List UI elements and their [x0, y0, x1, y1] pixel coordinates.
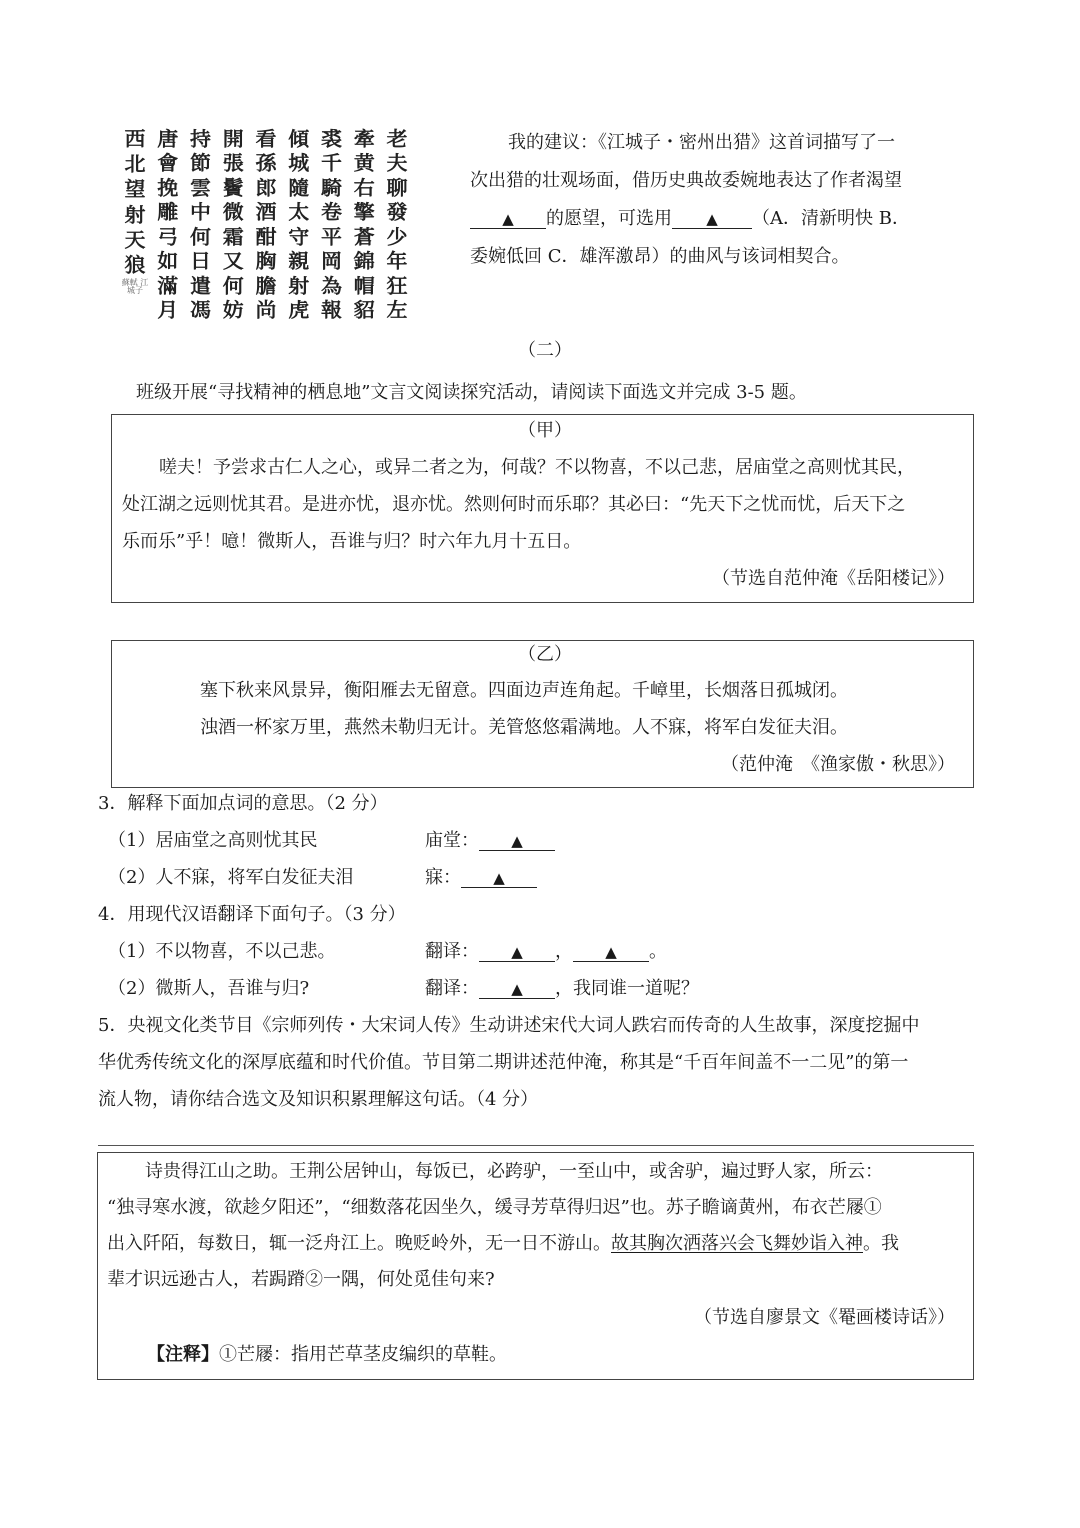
calligraphy-char: 弓 — [157, 224, 179, 248]
calligraphy-char: 酣 — [255, 224, 277, 248]
calligraphy-char: 天 — [124, 227, 146, 251]
answer-blank[interactable]: ▲ — [672, 210, 752, 229]
answer-blank[interactable]: ▲ — [461, 869, 537, 888]
calligraphy-char: 孫 — [255, 151, 277, 175]
q4-answer-1: 翻译： ▲ ， ▲ 。 — [425, 941, 667, 962]
calligraphy-char: 看 — [255, 127, 277, 150]
calligraphy-column — [382, 128, 412, 320]
q3-answer-2: 寐： ▲ — [425, 869, 537, 888]
calligraphy-char: 霜 — [222, 224, 244, 248]
calligraphy-char: 酒 — [255, 200, 277, 224]
calligraphy-column — [284, 128, 314, 320]
passage-bing-line: 出入阡陌，每数日，辄一泛舟江上。晚贬岭外，无一日不游山。故其胸次洒落兴会飞舞妙诣入神。我 — [107, 1233, 899, 1254]
q4-stem: 4．用现代汉语翻译下面句子。（3 分） — [98, 904, 406, 925]
calligraphy-char: 唐 — [157, 127, 179, 150]
calligraphy-char: 馮 — [190, 297, 211, 321]
calligraphy-char: 鬢 — [222, 175, 244, 199]
calligraphy-char: 少 — [386, 224, 408, 248]
calligraphy-column — [251, 128, 281, 320]
suggestion-line-2: 次出猎的壮观场面，借历史典故委婉地表达了作者渴望 — [470, 170, 902, 191]
calligraphy-char: 城 — [288, 151, 310, 175]
calligraphy-char: 狼 — [124, 252, 146, 276]
passage-bing-source: （节选自廖景文《罨画楼诗话》） — [694, 1307, 955, 1328]
q3-answer-1: 庙堂： ▲ — [425, 832, 555, 851]
suggestion-line-1: 我的建议：《江城子・密州出猎》这首词描写了一 — [508, 132, 895, 153]
passage-yi-label: （乙） — [518, 644, 572, 665]
calligraphy-char: 貂 — [353, 297, 375, 321]
answer-blank[interactable]: ▲ — [573, 943, 649, 962]
calligraphy-char: 何 — [190, 224, 211, 248]
calligraphy-char: 尚 — [255, 297, 277, 321]
calligraphy-char: 年 — [386, 249, 408, 273]
q3-stem: 3．解释下面加点词的意思。（2 分） — [98, 793, 388, 814]
calligraphy-char: 射 — [124, 202, 146, 226]
calligraphy-char: 平 — [321, 224, 342, 248]
calligraphy-char: 射 — [288, 273, 310, 297]
passage-jia-label: （甲） — [518, 420, 572, 441]
calligraphy-char: 為 — [321, 273, 342, 297]
answer-blank[interactable]: ▲ — [479, 980, 555, 999]
calligraphy-char: 又 — [222, 249, 244, 273]
calligraphy-char: 會 — [157, 151, 179, 175]
q5-line: 流人物，请你结合选文及知识积累理解这句话。（4 分） — [98, 1089, 539, 1110]
passage-yi-box — [111, 640, 974, 788]
calligraphy-char: 微 — [222, 200, 244, 224]
calligraphy-char: 郎 — [255, 175, 277, 199]
passage-yi-source: （范仲淹 《渔家傲・秋思》） — [721, 754, 955, 775]
calligraphy-char: 中 — [190, 200, 211, 224]
passage-bing-box — [97, 1152, 974, 1380]
calligraphy-char: 親 — [288, 249, 310, 273]
passage-yi-line: 塞下秋来风景异，衡阳雁去无留意。四面边声连角起。千嶂里，长烟落日孤城闭。 — [200, 680, 848, 701]
calligraphy-char: 如 — [157, 249, 179, 273]
passage-jia-line: 乐而乐”乎！噫！微斯人，吾谁与归？时六年九月十五日。 — [122, 531, 582, 552]
q5-line: 5．央视文化类节目《宗师列传・大宋词人传》生动讲述宋代大词人跌宕而传奇的人生故事，深度挖掘中 — [98, 1015, 920, 1036]
passage-bing-line: “独寻寒水渡，欲趁夕阳还”，“细数落花因坐久，缓寻芳草得归迟”也。苏子瞻谪黄州，布衣芒屦① — [107, 1197, 882, 1218]
underlined-sentence: 故其胸次洒落兴会飞舞妙诣入神 — [611, 1233, 863, 1254]
section-heading: （二） — [518, 340, 572, 361]
suggestion-line-3: ▲ 的愿望，可选用 ▲ （A．清新明快 B． — [470, 210, 910, 229]
calligraphy-column — [218, 128, 248, 320]
answer-blank[interactable]: ▲ — [479, 943, 555, 962]
calligraphy-column — [317, 128, 347, 320]
passage-jia-line: 嗟夫！予尝求古仁人之心，或异二者之为，何哉？不以物喜，不以己悲，居庙堂之高则忧其民， — [159, 457, 915, 478]
calligraphy-char: 何 — [222, 273, 244, 297]
calligraphy-char: 岡 — [321, 249, 342, 273]
passage-yi-line: 浊酒一杯家万里，燕然未勒归无计。羌管悠悠霜满地。人不寐，将军白发征夫泪。 — [200, 717, 848, 738]
calligraphy-char: 持 — [190, 127, 211, 150]
calligraphy-char: 胸 — [255, 249, 277, 273]
calligraphy-char: 發 — [386, 200, 408, 224]
suggestion-line-4: 委婉低回 C．雄浑激昂）的曲风与该词相契合。 — [470, 246, 850, 267]
calligraphy-image — [120, 128, 412, 320]
answer-blank[interactable]: ▲ — [479, 832, 555, 851]
calligraphy-column — [349, 128, 379, 320]
passage-bing-line: 辈才识远逊古人，若跼蹐②一隅，何处觅佳句来? — [107, 1269, 495, 1290]
calligraphy-char: 擎 — [353, 200, 375, 224]
calligraphy-char: 雲 — [190, 175, 211, 199]
calligraphy-char: 帽 — [353, 273, 375, 297]
calligraphy-char: 日 — [190, 249, 211, 273]
calligraphy-char: 節 — [190, 151, 211, 175]
calligraphy-column — [153, 128, 183, 320]
calligraphy-char: 張 — [222, 151, 244, 175]
calligraphy-char: 西 — [124, 127, 146, 150]
q4-item-2: （2）微斯人，吾谁与归? — [108, 978, 310, 999]
passage-jia-source: （节选自范仲淹《岳阳楼记》） — [712, 568, 955, 589]
calligraphy-char: 聊 — [386, 175, 408, 199]
calligraphy-char: 報 — [321, 297, 342, 321]
calligraphy-char: 右 — [353, 175, 375, 199]
calligraphy-char: 千 — [321, 151, 342, 175]
calligraphy-char: 左 — [386, 297, 408, 321]
calligraphy-char: 月 — [157, 297, 179, 321]
calligraphy-char: 太 — [288, 200, 310, 224]
passage-jia-box — [111, 414, 974, 603]
divider — [98, 1145, 974, 1146]
passage-jia-line: 处江湖之远则忧其君。是进亦忧，退亦忧。然则何时而乐耶？其必曰：“先天下之忧而忧，后天下之 — [122, 494, 906, 515]
calligraphy-column — [186, 128, 216, 320]
calligraphy-char: 虎 — [288, 297, 310, 321]
calligraphy-char: 隨 — [288, 175, 310, 199]
section-intro: 班级开展“寻找精神的栖息地”文言文阅读探究活动，请阅读下面选文并完成 3-5 题。 — [136, 382, 807, 403]
calligraphy-char: 夫 — [386, 151, 408, 175]
q4-item-1: （1）不以物喜，不以己悲。 — [108, 941, 336, 962]
calligraphy-char: 裘 — [321, 127, 342, 150]
calligraphy-char: 老 — [386, 127, 408, 150]
calligraphy-char: 牽 — [353, 127, 375, 150]
calligraphy-char: 挽 — [157, 175, 179, 199]
calligraphy-char: 卷 — [321, 200, 342, 224]
calligraphy-char: 蒼 — [353, 224, 375, 248]
q4-answer-2: 翻译： ▲ ，我同谁一道呢？ — [425, 978, 699, 999]
answer-blank[interactable]: ▲ — [470, 210, 546, 229]
calligraphy-char: 望 — [124, 177, 146, 201]
calligraphy-char: 騎 — [321, 175, 342, 199]
calligraphy-seal: 蘇軾 江城子 — [121, 278, 149, 296]
q5-line: 华优秀传统文化的深厚底蕴和时代价值。节目第二期讲述范仲淹，称其是“千百年间盖不一二见”的第一 — [98, 1052, 909, 1073]
calligraphy-char: 滿 — [157, 273, 179, 297]
passage-bing-note: 【注释】①芒屦：指用芒草茎皮编织的草鞋。 — [147, 1344, 507, 1365]
calligraphy-char: 妨 — [222, 297, 244, 321]
calligraphy-char: 黄 — [353, 151, 375, 175]
calligraphy-char: 守 — [288, 224, 310, 248]
calligraphy-char: 開 — [222, 127, 244, 150]
passage-bing-line: 诗贵得江山之助。王荆公居钟山，每饭已，必跨驴，一至山中，或舍驴，遍过野人家，所云： — [145, 1161, 883, 1182]
calligraphy-char: 狂 — [386, 273, 408, 297]
calligraphy-column — [120, 128, 150, 320]
calligraphy-char: 傾 — [288, 127, 310, 150]
calligraphy-char: 膽 — [255, 273, 277, 297]
q3-item-2: （2）人不寐，将军白发征夫泪 — [108, 867, 354, 888]
calligraphy-char: 北 — [124, 152, 146, 176]
calligraphy-char: 雕 — [157, 200, 179, 224]
q3-item-1: （1）居庙堂之高则忧其民 — [108, 830, 318, 851]
calligraphy-char: 遣 — [190, 273, 211, 297]
calligraphy-char: 錦 — [353, 249, 375, 273]
